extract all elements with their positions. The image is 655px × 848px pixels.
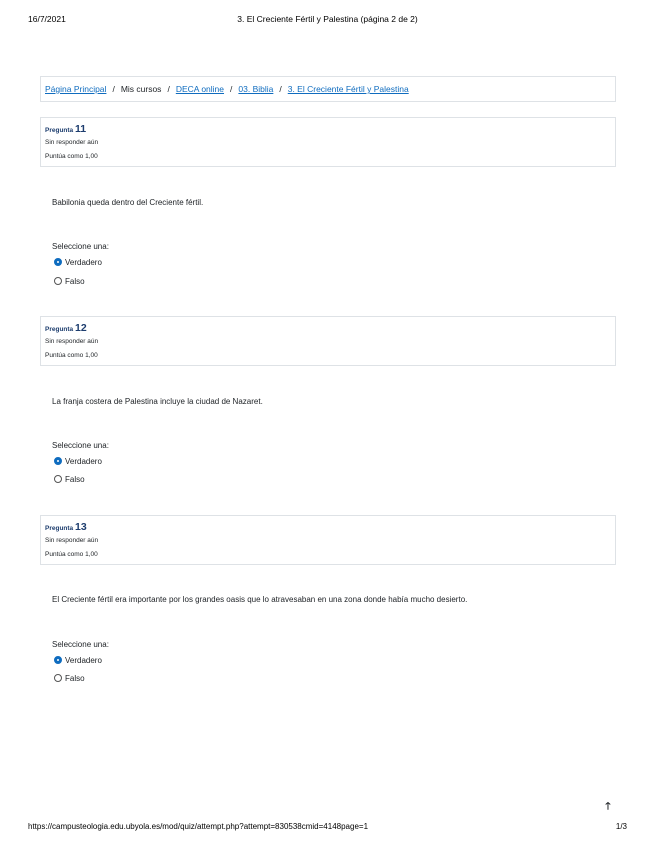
breadcrumb-separator: / [230, 84, 233, 94]
breadcrumb-separator: / [167, 84, 170, 94]
print-header [0, 14, 655, 28]
breadcrumb [40, 76, 616, 102]
question-label: Pregunta [45, 326, 74, 333]
radio-button[interactable] [54, 674, 62, 682]
question-info-12 [40, 316, 616, 366]
question-grade: Puntúa como 1,00 [45, 551, 98, 558]
question-text: Babilonia queda dentro del Creciente fértil. [52, 198, 204, 207]
question-grade: Puntúa como 1,00 [45, 352, 98, 359]
radio-button[interactable] [54, 475, 62, 483]
print-url: https://campusteologia.edu.ubyola.es/mod/quiz/attempt.php?attempt=830538cmid=4148page=1 [28, 822, 369, 831]
option-label: Falso [65, 276, 85, 286]
option-falso[interactable] [54, 672, 85, 684]
question-number-value: 11 [74, 123, 87, 135]
answer-prompt: Seleccione una: [52, 242, 109, 251]
question-text: La franja costera de Palestina incluye la ciudad de Nazaret. [52, 397, 263, 406]
answer-prompt: Seleccione una: [52, 441, 109, 450]
option-label: Falso [65, 673, 85, 683]
question-state: Sin responder aún [45, 338, 99, 345]
question-state: Sin responder aún [45, 139, 99, 146]
question-number-value: 13 [74, 521, 87, 533]
question-number [45, 321, 611, 335]
option-falso[interactable] [54, 473, 85, 485]
question-number [45, 520, 611, 534]
print-page-title: 3. El Creciente Fértil y Palestina (página 2 de 2) [237, 14, 418, 24]
radio-button[interactable] [54, 277, 62, 285]
breadcrumb-activity-link[interactable]: 3. El Creciente Fértil y Palestina [287, 84, 409, 94]
option-label: Verdadero [65, 456, 102, 466]
print-footer [0, 822, 655, 836]
question-info-11 [40, 117, 616, 167]
breadcrumb-home-link[interactable]: Página Principal [45, 84, 107, 94]
breadcrumb-section-link[interactable]: 03. Biblia [238, 84, 274, 94]
question-number-value: 12 [74, 322, 87, 334]
question-grade: Puntúa como 1,00 [45, 153, 98, 160]
radio-button-checked[interactable] [54, 656, 62, 664]
answer-prompt: Seleccione una: [52, 640, 109, 649]
radio-button-checked[interactable] [54, 457, 62, 465]
question-info-13 [40, 515, 616, 565]
breadcrumb-separator: / [279, 84, 282, 94]
option-verdadero[interactable] [54, 654, 102, 666]
option-verdadero[interactable] [54, 256, 102, 268]
question-text: El Creciente fértil era importante por los grandes oasis que lo atravesaban en una zona donde había mucho desierto. [52, 595, 468, 604]
breadcrumb-my-courses[interactable]: Mis cursos [120, 84, 162, 94]
question-state: Sin responder aún [45, 537, 99, 544]
print-page-count: 1/3 [615, 822, 627, 831]
question-label: Pregunta [45, 127, 74, 134]
print-date: 16/7/2021 [28, 14, 66, 24]
breadcrumb-course-link[interactable]: DECA online [175, 84, 225, 94]
option-falso[interactable] [54, 275, 85, 287]
question-label: Pregunta [45, 525, 74, 532]
option-label: Falso [65, 474, 85, 484]
option-label: Verdadero [65, 257, 102, 267]
radio-button-checked[interactable] [54, 258, 62, 266]
arrow-up-icon[interactable]: 🡑 [605, 800, 611, 812]
option-label: Verdadero [65, 655, 102, 665]
question-number [45, 122, 611, 136]
breadcrumb-separator: / [112, 84, 115, 94]
option-verdadero[interactable] [54, 455, 102, 467]
